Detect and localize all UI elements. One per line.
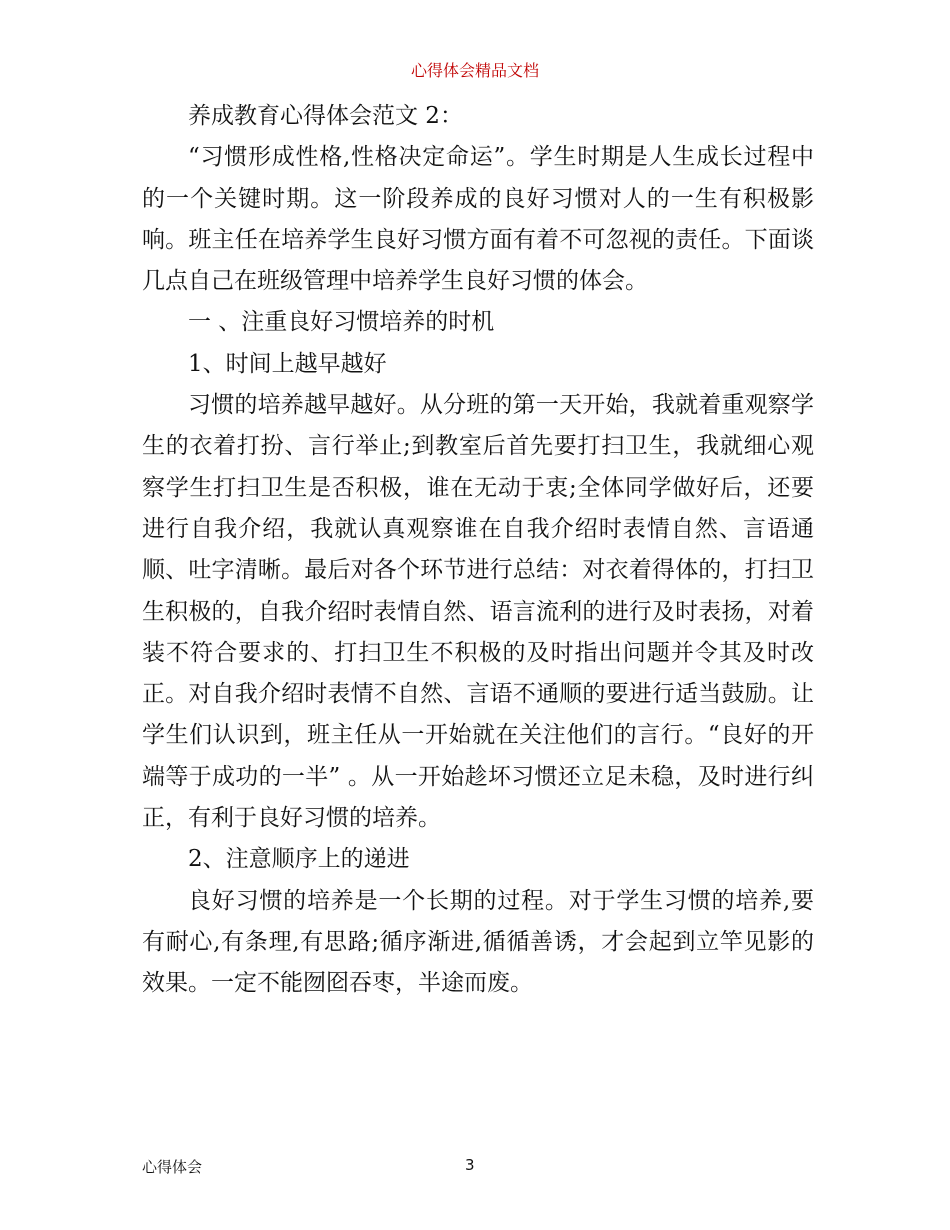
paragraph: “习惯形成性格,性格决定命运”。学生时期是人生成长过程中的一个关键时期。这一阶段养成的良好习惯对人的一生有积极影响。班主任在培养学生良好习惯方面有着不可忽视的责任。下面谈几点自己在班级管理中培养学生良好习惯的体会。 bbox=[142, 144, 814, 295]
subsection-heading: 2、注意顺序上的递进 bbox=[188, 846, 410, 873]
header-title: 心得体会精品文档 bbox=[410, 61, 539, 80]
paragraph: 习惯的培养越早越好。从分班的第一天开始，我就着重观察学生的衣着打扮、言行举止;到教室后首先要打扫卫生，我就细心观察学生打扫卫生是否积极，谁在无动于衷;全体同学做好后，还要进行自我介绍，我就认真观察谁在自我介绍时表情自然、言语通顺、吐字清晰。最后对各个环节进行总结：对衣着得体的，打扫卫生积极的，自我介绍时表情自然、语言流利的进行及时表扬，对着装不符合要求的、打扫卫生不积极的及时指出问题并令其及时改正。对自我介绍时表情不自然、言语不通顺的要进行适当鼓励。让学生们认识到，班主任从一开始就在关注他们的言行。“良好的开端等于成功的一半” 。从一开始趁坏习惯还立足未稳，及时进行纠正，有利于良好习惯的培养。 bbox=[142, 392, 814, 832]
section-heading: 养成教育心得体会范文 2： bbox=[188, 103, 463, 129]
section-heading: 一 、注重良好习惯培养的时机 bbox=[188, 309, 495, 336]
page-number: 3 bbox=[465, 1156, 475, 1174]
document-body bbox=[142, 96, 814, 1005]
subsection-heading: 1、时间上越早越好 bbox=[188, 350, 387, 377]
footer-label: 心得体会 bbox=[142, 1158, 203, 1176]
paragraph: 良好习惯的培养是一个长期的过程。对于学生习惯的培养,要有耐心,有条理,有思路;循序渐进,循循善诱，才会起到立竿见影的效果。一定不能囫囵吞枣，半途而废。 bbox=[142, 887, 814, 997]
